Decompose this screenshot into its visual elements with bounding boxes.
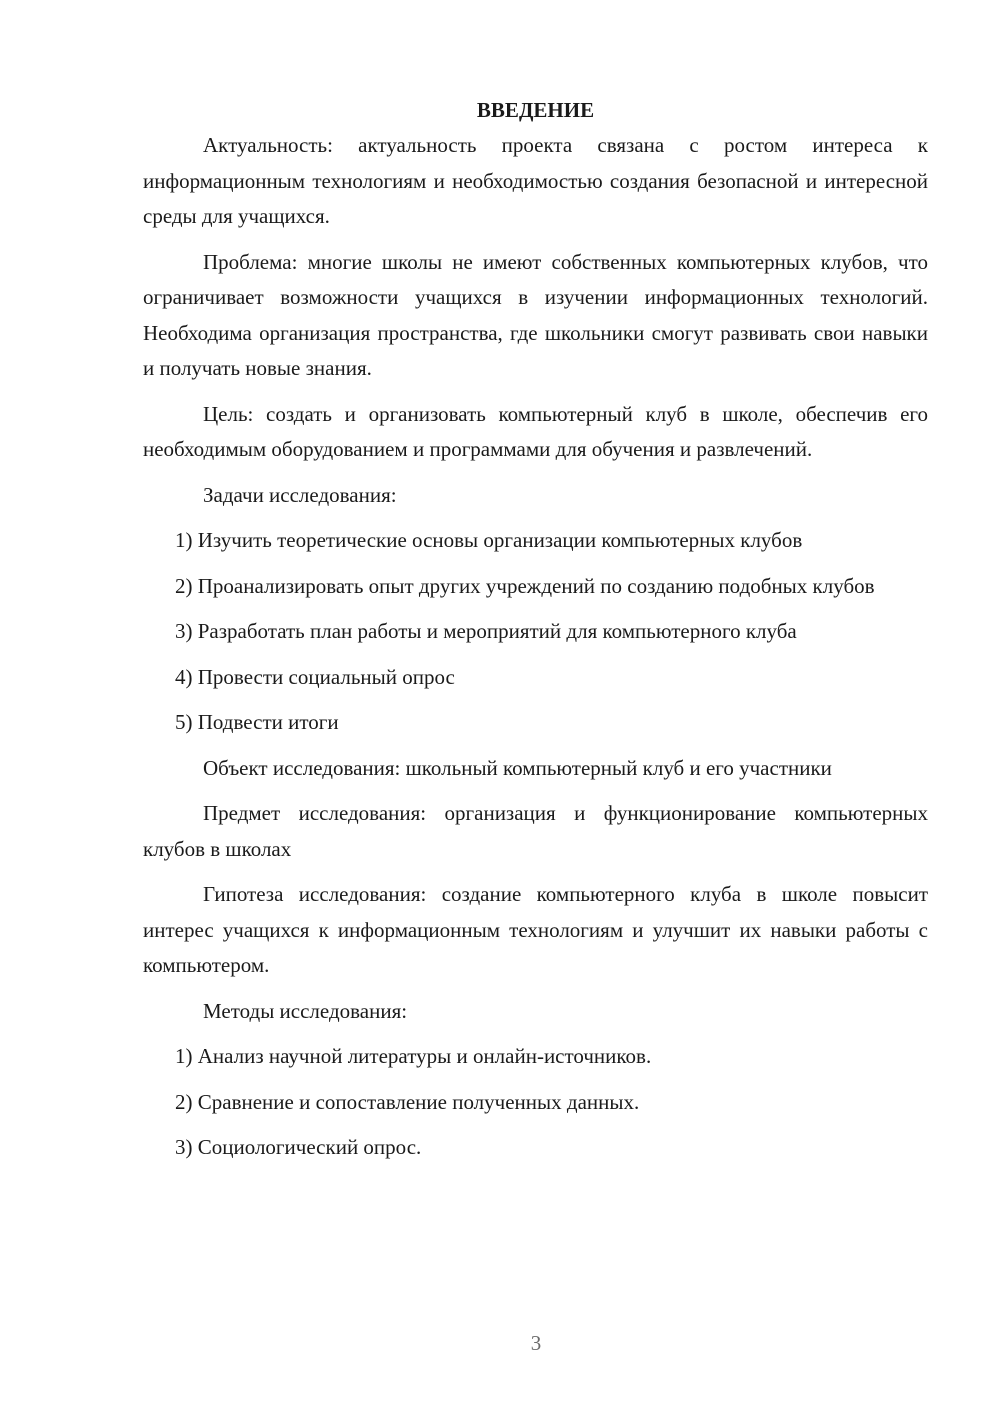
- paragraph-relevance: Актуальность: актуальность проекта связана с ростом интереса к информационным технологиям и необходимостью создания безопасной и интересной среды для учащихся.: [143, 133, 928, 228]
- method-item-1: 1) Анализ научной литературы и онлайн-источников.: [175, 1044, 652, 1068]
- task-item-3: 3) Разработать план работы и мероприятий для компьютерного клуба: [175, 619, 797, 643]
- paragraph-problem: Проблема: многие школы не имеют собственных компьютерных клубов, что ограничивает возможности учащихся в изучении информационных технологий. Необходима организация пространства, где школьники смогут развивать свои навыки и получать новые знания.: [143, 249, 928, 380]
- paragraph-object: Объект исследования: школьный компьютерный клуб и его участники: [203, 755, 832, 780]
- page-title: ВВЕДЕНИЕ: [476, 98, 595, 122]
- document-page: [143, 92, 928, 1176]
- task-item-1: 1) Изучить теоретические основы организации компьютерных клубов: [175, 528, 803, 552]
- methods-heading: Методы исследования:: [203, 998, 408, 1023]
- method-item-3: 3) Социологический опрос.: [175, 1135, 422, 1159]
- task-item-4: 4) Провести социальный опрос: [175, 664, 455, 689]
- paragraph-hypothesis: Гипотеза исследования: создание компьютерного клуба в школе повысит интерес учащихся к информационным технологиям и улучшит их навыки работы с компьютером.: [143, 882, 928, 977]
- task-item-2: 2) Проанализировать опыт других учреждений по созданию подобных клубов: [175, 573, 875, 598]
- page-number: 3: [530, 1331, 542, 1355]
- paragraph-subject: Предмет исследования: организация и функционирование компьютерных клубов в школах: [143, 801, 928, 861]
- method-item-2: 2) Сравнение и сопоставление полученных данных.: [175, 1089, 640, 1114]
- task-item-5: 5) Подвести итоги: [175, 710, 339, 734]
- tasks-heading: Задачи исследования:: [203, 482, 397, 507]
- paragraph-goal: Цель: создать и организовать компьютерный клуб в школе, обеспечив его необходимым оборудованием и программами для обучения и развлечений.: [143, 401, 928, 461]
